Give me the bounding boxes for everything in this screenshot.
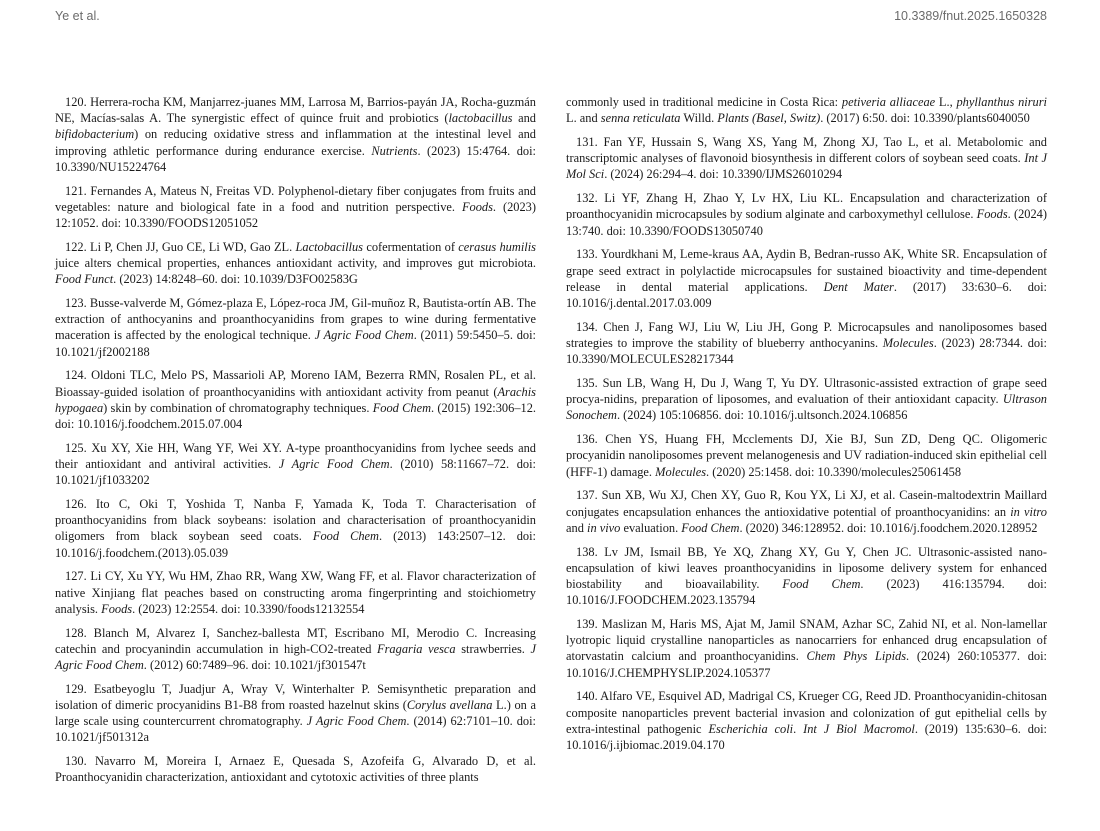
reference-text: . (2023) 15:4764. doi: 10.3390/NU15224764 [55,143,536,174]
reference-text: 130. Navarro M, Moreira I, Arnaez E, Quesada S, Azofeifa G, Alvarado D, et al. Proanthocyanidin characterization, antioxidant and cytotoxic activities of three plants [55,754,536,785]
reference-entry [55,681,536,746]
reference-text: 126. Ito C, Oki T, Yoshida T, Nanba F, Yamada K, Toda T. Characterisation of proanthocyanidins from black soybeans: isolation and characterisation of proanthocyanidin oligomers from black soybean seed coats. [55,497,536,544]
reference-text: . (2013) 143:2507–12. doi: 10.1016/j.foodchem.(2013).05.039 [55,529,536,560]
reference-text: L., [935,95,957,109]
reference-italic-text: Molecules [655,464,707,479]
reference-text: . (2017) 33:630–6. doi: 10.1016/j.dental.2017.03.009 [566,279,1048,311]
reference-text: . (2020) 346:128952. doi: 10.1016/j.foodchem.2020.128952 [739,520,1038,535]
reference-italic-text: Arachis hypogaea [55,384,536,415]
reference-text: commonly used in traditional medicine in Costa Rica: [566,95,842,109]
reference-entry [566,616,1047,681]
reference-italic-text: Nutrients [371,143,418,158]
reference-italic-text: petiveria alliaceae [841,95,936,109]
reference-italic-text: Food Chem [782,577,861,592]
reference-italic-text: J Agric Food Chem [306,714,407,729]
reference-text: 120. Herrera-rocha KM, Manjarrez-juanes MM, Larrosa M, Barrios-payán JA, Rocha-guzmán NE, Macías-salas A. The synergistic effect of quince fruit and probiotics ( [55,95,536,126]
reference-italic-text: Molecules [882,336,934,351]
reference-italic-text: J Agric Food Chem [314,328,414,343]
reference-italic-text: Food Chem [372,400,432,415]
reference-entry [55,568,536,617]
reference-column-left [55,94,536,793]
running-header-doi: 10.3389/fnut.2025.1650328 [894,9,1047,23]
reference-text: and [566,520,587,535]
reference-entry [55,367,536,432]
reference-italic-text: senna reticulata [600,111,681,126]
reference-italic-text: Lactobacillus [295,239,363,254]
reference-entry [566,544,1047,609]
reference-text: 140. Alfaro VE, Esquivel AD, Madrigal CS, Krueger CG, Reed JD. Proanthocyanidin-chitosan composite nanoparticles prevent bacterial invasion and colonization of gut epithelial cells by extra-intestinal pathogenic [566,689,1047,736]
reference-entry [55,183,536,232]
reference-text: . (2024) 105:106856. doi: 10.1016/j.ultsonch.2024.106856 [616,408,908,423]
running-header-authors: Ye et al. [55,9,100,23]
reference-text: 134. Chen J, Fang WJ, Liu W, Liu JH, Gong P. Microcapsules and nanoliposomes based strategies to improve the stability of blueberry anthocyanins. [566,319,1047,351]
reference-text: 122. Li P, Chen JJ, Guo CE, Li WD, Gao ZL. [65,239,296,254]
reference-italic-text: Plants (Basel, Switz) [717,111,821,126]
reference-entry-continuation [566,94,1047,126]
reference-italic-text: Foods [101,601,133,616]
reference-text: . (2023) 12:2554. doi: 10.3390/foods12132554 [132,601,365,616]
reference-entry [55,440,536,489]
reference-italic-text: Foods [976,207,1008,222]
reference-text: 129. Esatbeyoglu T, Juadjur A, Wray V, Winterhalter P. Semisynthetic preparation and isolation of dimeric procyanidins B1-B8 from roasted hazelnut skins ( [55,681,536,713]
reference-text: . (2023) 14:8248–60. doi: 10.1039/D3FO02583G [113,272,358,287]
reference-italic-text: Food Chem [312,529,379,544]
reference-text: and [512,111,536,126]
reference-italic-text: phyllanthus niruri [956,95,1047,109]
reference-italic-text: Ultrason Sonochem [566,392,1047,423]
reference-text: 139. Maslizan M, Haris MS, Ajat M, Jamil SNAM, Azhar SC, Zahid NI, et al. Non-lamellar lyotropic liquid crystalline nanoparticles as nanocarriers for enhanced drug encapsulation of atorvastatin calcium and proanthocyanidins. [566,617,1047,664]
reference-entry [566,688,1047,753]
reference-italic-text: Corylus avellana [406,698,493,713]
reference-text: . (2010) 58:11667–72. doi: 10.1021/jf1033202 [55,457,536,488]
reference-entry [55,239,536,288]
reference-entry [55,753,536,785]
reference-entry [566,190,1047,239]
reference-text: 133. Yourdkhani M, Leme-kraus AA, Aydin B, Bedran-russo AK, White SR. Encapsulation of grape seed extract in polylactide microcapsules for sustained bioactivity and time-dependent release in dental material applications. [566,247,1047,294]
reference-column-right [566,94,1047,761]
reference-italic-text: in vivo [587,520,621,535]
reference-text: ) skin by combination of chromatography techniques. [103,400,373,415]
reference-entry [55,295,536,360]
reference-entry [566,431,1047,480]
reference-text: . (2024) 26:294–4. doi: 10.3390/IJMS26010294 [604,167,843,182]
reference-text: cofermentation of [362,239,459,254]
reference-text: . (2015) 192:306–12. doi: 10.1016/j.foodchem.2015.07.004 [55,400,536,432]
reference-text: 138. Lv JM, Ismail BB, Ye XQ, Zhang XY, Gu Y, Chen JC. Ultrasonic-assisted nano-encapsulation of kiwi leaves proanthocyanidins in liposome delivery system for enhanced biostability and bioavailability. [566,544,1047,592]
reference-text: 132. Li YF, Zhang H, Zhao Y, Lv HX, Liu KL. Encapsulation and characterization of proanthocyanidin microcapsules by sodium alginate and carboxymethyl cellulose. [566,191,1047,222]
reference-text: . (2024) 13:740. doi: 10.3390/FOODS13050740 [566,207,1047,238]
reference-text: . (2014) 62:7101–10. doi: 10.1021/jf501312a [55,714,536,745]
reference-italic-text: Int J Biol Macromol [803,721,915,736]
reference-italic-text: lactobacillus [448,111,513,126]
reference-italic-text: Dent Mater [823,279,894,294]
reference-text: . (2023) 28:7344. doi: 10.3390/MOLECULES28217344 [566,336,1047,367]
reference-text: . (2017) 6:50. doi: 10.3390/plants6040050 [820,111,1030,126]
reference-italic-text: Chem Phys Lipids [806,649,907,664]
reference-text: strawberries. [455,641,531,656]
reference-entry [566,246,1047,311]
reference-text: . (2011) 59:5450–5. doi: 10.1021/jf2002188 [55,328,536,359]
reference-entry [55,625,536,674]
reference-text: 137. Sun XB, Wu XJ, Chen XY, Guo R, Kou YX, Li XJ, et al. Casein-maltodextrin Maillard conjugates encapsulation enhances the antioxidative potential of proanthocyanidins: an [566,488,1047,519]
reference-text: 136. Chen YS, Huang FH, Mcclements DJ, Xie BJ, Sun ZD, Deng QC. Oligomeric procyanidin nanoliposomes prevent melanogenesis and UV radiation-induced skin epithelial cell (HFF-1) damage. [566,432,1047,479]
reference-text: 125. Xu XY, Xie HH, Wang YF, Wei XY. A-type proanthocyanidins from lychee seeds and their antioxidant and antiviral activities. [55,440,536,472]
reference-text: 123. Busse-valverde M, Gómez-plaza E, López-roca JM, Gil-muñoz R, Bautista-ortín AB. The extraction of anthocyanins and proanthocyanidins from grapes to wine during fermentative maceration is affected by the enological technique. [55,296,536,343]
reference-text: ) on reducing oxidative stress and inflammation at the intestinal level and improving athletic performance during endurance exercise. [55,127,536,158]
reference-text: L. and [566,111,601,126]
reference-text: . (2019) 135:630–6. doi: 10.1016/j.ijbiomac.2019.04.170 [566,721,1047,753]
reference-text: . [793,721,804,736]
reference-text: 131. Fan YF, Hussain S, Wang XS, Yang M, Zhong XJ, Tao L, et al. Metabolomic and transcriptomic analyses of flavonoid biosynthesis in different colors of soybean seed coats. [566,135,1047,166]
reference-italic-text: Foods [461,199,493,214]
reference-text: . (2020) 25:1458. doi: 10.3390/molecules25061458 [706,464,962,479]
reference-text: L.) on a large scale using countercurrent chromatography. [55,698,536,729]
reference-text: 135. Sun LB, Wang H, Du J, Wang T, Yu DY. Ultrasonic-assisted extraction of grape seed procya-nidins, preparation of liposomes, and evaluation of their antioxidant capacity. [566,376,1047,407]
reference-italic-text: J Agric Food Chem [55,641,536,673]
reference-italic-text: Int J Mol Sci [566,151,1047,182]
reference-italic-text: J Agric Food Chem [278,457,390,472]
reference-italic-text: bifidobacterium [55,127,135,142]
reference-italic-text: Food Chem [681,520,740,535]
reference-text: 121. Fernandes A, Mateus N, Freitas VD. Polyphenol-dietary fiber conjugates from fruits and vegetables: nature and biological fate in a food and nutrition perspective. [55,183,536,214]
reference-text: Willd. [680,111,718,126]
reference-text: 127. Li CY, Xu YY, Wu HM, Zhao RR, Wang XW, Wang FF, et al. Flavor characterization of native Xinjiang flat peaches based on constructing aroma fingerprinting and stoichiometry analysis. [55,569,536,616]
reference-text: . (2024) 260:105377. doi: 10.1016/J.CHEMPHYSLIP.2024.105377 [566,649,1047,680]
reference-entry [566,487,1047,536]
reference-entry [566,134,1047,183]
reference-text: juice alters chemical properties, enhances antioxidant activity, and improves gut microbiota. [55,256,536,271]
reference-entry [566,375,1047,424]
reference-italic-text: Fragaria vesca [377,641,456,656]
reference-entry [55,496,536,561]
reference-italic-text: in vitro [1010,504,1047,519]
reference-text: 124. Oldoni TLC, Melo PS, Massarioli AP, Moreno IAM, Bezerra RMN, Rosalen PL, et al. Bioassay-guided isolation of proanthocyanidins with antioxidant activity from peanut ( [55,368,536,399]
reference-entry [566,319,1047,368]
reference-entry [55,94,536,175]
reference-italic-text: Escherichia coli [708,721,794,736]
reference-text: . (2023) 12:1052. doi: 10.3390/FOODS12051052 [55,199,536,231]
reference-text: . (2012) 60:7489–96. doi: 10.1021/jf301547t [143,658,366,673]
reference-text: . (2023) 416:135794. doi: 10.1016/J.FOODCHEM.2023.135794 [566,577,1047,608]
reference-italic-text: Food Funct [55,272,114,287]
reference-italic-text: cerasus humilis [458,239,536,254]
reference-text: evaluation. [620,520,682,535]
reference-text: 128. Blanch M, Alvarez I, Sanchez-ballesta MT, Escribano MI, Merodio C. Increasing catechin and procyanindin accumulation in high-CO2-treated [55,625,536,656]
